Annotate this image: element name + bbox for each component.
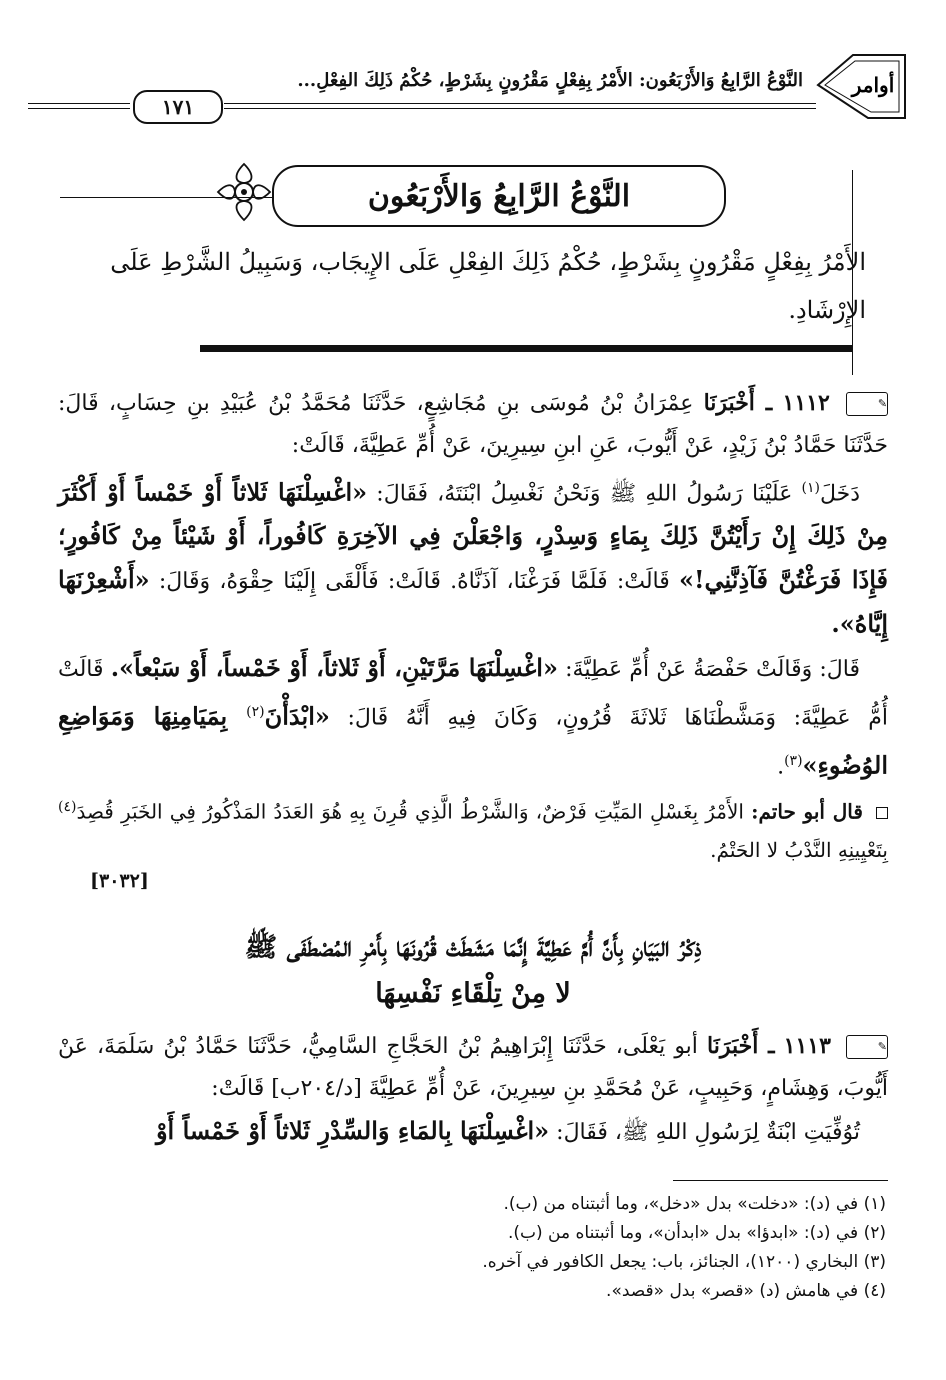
footnote-separator (673, 1180, 888, 1181)
hadith-number: ١١١٣ (783, 1033, 831, 1059)
comment-author: قال أبو حاتم: (751, 799, 863, 824)
footnote-item: (٢) في (د): «ابدؤا» بدل «ابدأن»، وما أثبتناه من (ب). (507, 1223, 886, 1243)
running-head: النَّوْعُ الرَّابِعُ وَالأَرْبَعُون: الأَمْرُ بِفِعْلٍ مَقْرُونٍ بِشَرْطٍ، حُكْمُ ذَلِكَ الفِعْلِ... (297, 70, 803, 91)
section-heading (58, 925, 888, 1017)
comment-text: الأَمْرُ بِغَسْلِ المَيِّتِ فَرْضٌ، وَالشَّرْطُ الَّذِي قُرِنَ بِهِ هُوَ العَدَدُ المَذْكُورُ فِي الخَبَرِ قُصِدَ (76, 799, 744, 824)
corner-ornament-icon (813, 50, 908, 120)
comment-text: بِتَعْيِينِهِ النَّدْبُ لا الحَتْمُ. (710, 837, 888, 862)
matn-text: . (777, 753, 785, 779)
footnotes (100, 1190, 886, 1306)
footnote-ref: (٣) (784, 752, 803, 769)
page-header (28, 50, 908, 124)
matn-text: عَلَيْنَا رَسُولُ اللهِ ﷺ وَنَحْنُ نَغْسِلُ ابْنَتَهُ، فَقَالَ: (367, 481, 793, 507)
corner-label: أوامر (851, 73, 895, 97)
hadith-1113 (58, 1025, 888, 1154)
section-heading-line-1: ذِكْرُ البَيَانِ بِأَنَّ أُمَّ عَطِيَّةَ إِنَّمَا مَشَطَتْ قُرُونَهَا بِأَمْرِ المُصْطَفَى ﷺ (244, 932, 702, 963)
prophet-speech: «أَشْعِرْنَهَا إِيَّاهُ». (58, 565, 888, 639)
chapter-title: النَّوْعُ الرَّابِعُ وَالأَرْبَعُون (272, 165, 726, 227)
footnote-ref: (٢) (246, 704, 265, 721)
prophet-speech: «اغْسِلْنَهَا ثَلاثاً أَوْ خَمْساً أَوْ أَكْثَرَ مِنْ ذَلِكَ إِنْ رَأَيْتُنَّ ذَلِكَ بِمَاءٍ وَسِدْرٍ، وَاجْعَلْنَ فِي الآخِرَةِ كَافُوراً، أَوْ شَيْئاً مِنْ كَافُورٍ؛ فَإِذَا فَرَغْتُنَّ فَآذِنَّنِي!» (58, 477, 889, 595)
prophet-speech: بِمَيَامِنِهَا وَمَوَاضِعِ الوُضُوءِ» (58, 701, 888, 779)
prophet-speech: «اغْسِلْنَهَا بِالمَاءِ وَالسِّدْرِ ثَلاثاً أَوْ خَمْساً أَوْ (155, 1116, 550, 1145)
footnote-item: (٤) في هامش (د) «قصر» بدل «قصد». (606, 1281, 886, 1301)
matn-text: دَخَلَ (819, 481, 861, 507)
matn-text: تُوُفِّيَتِ ابْنَةٌ لِرَسُولِ اللهِ ﷺ، فَقَالَ: (549, 1120, 860, 1145)
matn-text: قَالَتْ: فَلَمَّا فَرَغْنَا، آذَنَّاهُ. قَالَتْ: فَأَلْقَى إِلَيْنَا حِقْوَهُ، وَقَالَ: (149, 569, 679, 595)
section-heading-line-2: لا مِنْ تِلْقَاءِ نَفْسِهَا (375, 978, 571, 1009)
reference-number: [٣٠٣٢] (90, 870, 149, 892)
hadith-isnad: عِمْرَانُ بْنُ مُوسَى بنِ مُجَاشِعٍ، حَدَّثَنَا مُحَمَّدُ بْنُ عُبَيْدِ بنِ حِسَابٍ، قَالَ: حَدَّثَنَا حَمَّادُ بْنُ زَيْدٍ، عَنْ أَيُّوبَ، عَنِ ابنِ سِيرِينَ، عَنْ أُمِّ عَطِيَّةَ، قَالَتْ: (58, 391, 888, 458)
hadith-marker-icon: ✎ (846, 392, 888, 416)
prophet-speech: «اغْسِلْنَهَا مَرَّتَيْنِ، أَوْ ثَلاثاً، أَوْ خَمْساً، أَوْ سَبْعاً». (110, 653, 558, 683)
hadith-opening: ـ أَخْبَرَنَا (707, 1033, 775, 1059)
prophet-speech: «ابْدَأْنَ (264, 701, 330, 731)
footnote-ref: (١) (801, 480, 820, 496)
chapter-intro: الأَمْرُ بِفِعْلٍ مَقْرُونٍ بِشَرْطٍ، حُكْمُ ذَلِكَ الفِعْلِ عَلَى الإِيجَاب، وَسَبِيلُ الشَّرْطِ عَلَى الإِرْشَادِ. (110, 248, 866, 324)
page-number: ١٧١ (133, 90, 223, 124)
section-divider (200, 345, 852, 352)
matn-text: قَالَ: وَقَالَتْ حَفْصَةُ عَنْ أُمِّ عَطِيَّةَ: (557, 657, 860, 683)
floral-ornament-icon (214, 160, 274, 224)
hadith-number: ١١١٢ (782, 390, 830, 416)
footnote-item: (١) في (د): «دخلت» بدل «دخل»، وما أثبتناه من (ب). (503, 1194, 886, 1214)
comment-marker-icon (876, 807, 888, 819)
matn-text: قَالَتْ أُمُّ عَطِيَّةَ: وَمَشَّطْنَاهَا ثَلاثَةَ قُرُونٍ، وَكَانَ فِيهِ أَنَّهُ قَالَ: (58, 657, 888, 731)
footnote-ref: (٤) (58, 798, 77, 815)
footnote-item: (٣) البخاري (١٢٠٠)، الجنائز، باب: يجعل الكافور في آخره. (482, 1252, 886, 1272)
hadith-1112 (58, 382, 888, 869)
hadith-marker-icon: ✎ (846, 1035, 888, 1059)
header-rule-right (224, 103, 816, 109)
header-rule-left (28, 103, 130, 109)
hadith-isnad: أبو يَعْلَى، حَدَّثَنَا إِبْرَاهِيمُ بْنُ الحَجَّاجِ السَّامِيُّ، حَدَّثَنَا حَمَّادُ بْنُ سَلَمَةَ، عَنْ أَيُّوبَ، وَهِشَامٍ، وَحَبِيبٍ، عَنْ مُحَمَّدِ بنِ سِيرِينَ، عَنْ أُمِّ عَطِيَّةَ [د/٢٠٤ب] قَالَتْ: (58, 1034, 888, 1101)
hadith-opening: ـ أَخْبَرَنَا (703, 390, 773, 416)
